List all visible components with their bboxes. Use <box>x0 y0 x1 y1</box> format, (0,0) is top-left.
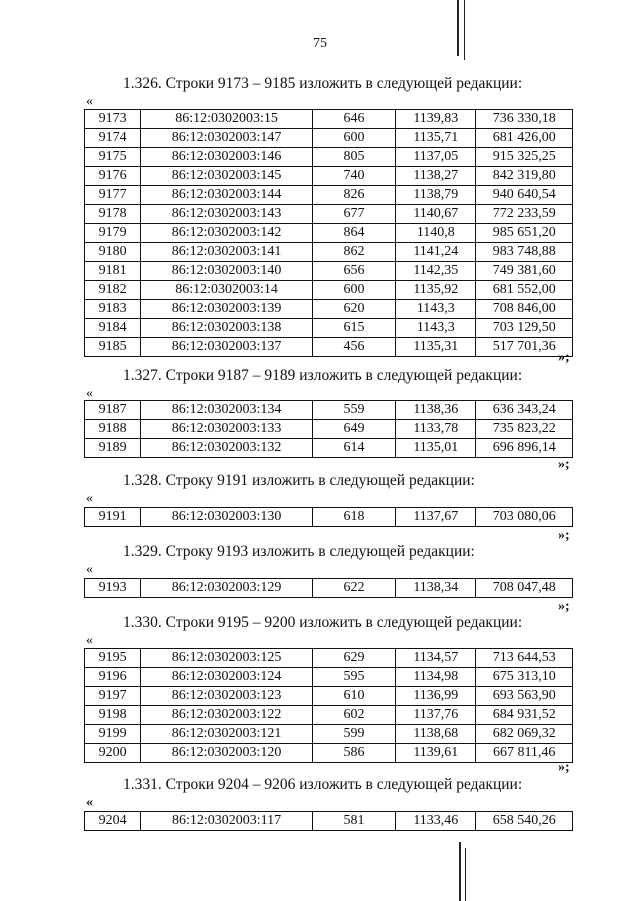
cell-area: 620 <box>312 300 395 319</box>
cell-value: 703 129,50 <box>476 319 573 338</box>
cell-row-number: 9181 <box>85 262 141 281</box>
cell-cadastral-number: 86:12:0302003:15 <box>141 110 312 129</box>
cell-rate: 1135,31 <box>396 338 476 357</box>
cell-row-number: 9189 <box>85 439 141 458</box>
cell-row-number: 9179 <box>85 224 141 243</box>
cell-area: 646 <box>312 110 395 129</box>
section-heading: 1.326. Строки 9173 – 9185 изложить в следующей редакции: <box>123 75 523 92</box>
cell-rate: 1138,36 <box>396 401 476 420</box>
cell-rate: 1134,98 <box>396 668 476 687</box>
cell-cadastral-number: 86:12:0302003:139 <box>141 300 312 319</box>
cell-area: 559 <box>312 401 395 420</box>
cell-value: 703 080,06 <box>476 508 573 527</box>
cell-rate: 1133,46 <box>396 812 476 831</box>
cell-cadastral-number: 86:12:0302003:145 <box>141 167 312 186</box>
cell-row-number: 9175 <box>85 148 141 167</box>
scan-line-bottom-2 <box>465 848 466 901</box>
cell-area: 602 <box>312 706 395 725</box>
cell-cadastral-number: 86:12:0302003:146 <box>141 148 312 167</box>
cell-area: 586 <box>312 744 395 763</box>
cell-area: 614 <box>312 439 395 458</box>
cell-cadastral-number: 86:12:0302003:117 <box>141 812 312 831</box>
cell-value: 842 319,80 <box>476 167 573 186</box>
cell-area: 600 <box>312 281 395 300</box>
open-quote: « <box>86 386 93 401</box>
cell-row-number: 9196 <box>85 668 141 687</box>
cell-value: 772 233,59 <box>476 205 573 224</box>
cell-cadastral-number: 86:12:0302003:134 <box>141 401 312 420</box>
table-row <box>85 508 573 527</box>
cell-cadastral-number: 86:12:0302003:130 <box>141 508 312 527</box>
table-row <box>85 148 573 167</box>
cell-area: 618 <box>312 508 395 527</box>
cell-value: 985 651,20 <box>476 224 573 243</box>
cell-area: 610 <box>312 687 395 706</box>
cell-row-number: 9173 <box>85 110 141 129</box>
close-quote: »; <box>558 760 570 775</box>
cell-cadastral-number: 86:12:0302003:137 <box>141 338 312 357</box>
cell-cadastral-number: 86:12:0302003:133 <box>141 420 312 439</box>
cell-cadastral-number: 86:12:0302003:121 <box>141 725 312 744</box>
table-row <box>85 338 573 357</box>
cell-value: 681 552,00 <box>476 281 573 300</box>
table-row <box>85 129 573 148</box>
cell-rate: 1140,67 <box>396 205 476 224</box>
cell-row-number: 9199 <box>85 725 141 744</box>
open-quote: « <box>86 491 93 506</box>
cell-row-number: 9178 <box>85 205 141 224</box>
cell-value: 675 313,10 <box>476 668 573 687</box>
cell-rate: 1138,68 <box>396 725 476 744</box>
cell-area: 629 <box>312 649 395 668</box>
cell-rate: 1138,34 <box>396 579 476 598</box>
cell-rate: 1142,35 <box>396 262 476 281</box>
cell-value: 667 811,46 <box>476 744 573 763</box>
cell-value: 681 426,00 <box>476 129 573 148</box>
cell-row-number: 9183 <box>85 300 141 319</box>
page-number: 75 <box>313 36 327 51</box>
cell-row-number: 9195 <box>85 649 141 668</box>
table-row <box>85 167 573 186</box>
cell-rate: 1134,57 <box>396 649 476 668</box>
close-quote: »; <box>558 599 570 614</box>
open-quote: « <box>86 795 93 810</box>
cell-area: 600 <box>312 129 395 148</box>
cell-rate: 1136,99 <box>396 687 476 706</box>
table-row <box>85 110 573 129</box>
open-quote: « <box>86 94 93 109</box>
cell-area: 649 <box>312 420 395 439</box>
cell-rate: 1143,3 <box>396 300 476 319</box>
cell-cadastral-number: 86:12:0302003:123 <box>141 687 312 706</box>
cell-rate: 1133,78 <box>396 420 476 439</box>
cell-value: 749 381,60 <box>476 262 573 281</box>
cell-value: 735 823,22 <box>476 420 573 439</box>
cell-value: 940 640,54 <box>476 186 573 205</box>
cell-row-number: 9177 <box>85 186 141 205</box>
cell-area: 740 <box>312 167 395 186</box>
cell-cadastral-number: 86:12:0302003:14 <box>141 281 312 300</box>
cell-value: 713 644,53 <box>476 649 573 668</box>
cell-value: 736 330,18 <box>476 110 573 129</box>
cell-rate: 1140,8 <box>396 224 476 243</box>
cell-cadastral-number: 86:12:0302003:144 <box>141 186 312 205</box>
cell-row-number: 9193 <box>85 579 141 598</box>
cell-row-number: 9197 <box>85 687 141 706</box>
cell-area: 615 <box>312 319 395 338</box>
cell-row-number: 9182 <box>85 281 141 300</box>
cell-rate: 1135,01 <box>396 439 476 458</box>
cell-row-number: 9185 <box>85 338 141 357</box>
cell-value: 684 931,52 <box>476 706 573 725</box>
table-row <box>85 224 573 243</box>
open-quote: « <box>86 633 93 648</box>
open-quote: « <box>86 562 93 577</box>
cell-cadastral-number: 86:12:0302003:138 <box>141 319 312 338</box>
table-row <box>85 649 573 668</box>
data-table <box>84 400 573 458</box>
cell-area: 456 <box>312 338 395 357</box>
section-heading: 1.329. Строку 9193 изложить в следующей редакции: <box>123 543 475 560</box>
table-row <box>85 205 573 224</box>
table-row <box>85 420 573 439</box>
section-heading: 1.330. Строки 9195 – 9200 изложить в следующей редакции: <box>123 614 523 631</box>
cell-rate: 1138,79 <box>396 186 476 205</box>
cell-rate: 1135,71 <box>396 129 476 148</box>
close-quote: »; <box>558 350 570 365</box>
table-row <box>85 319 573 338</box>
cell-row-number: 9176 <box>85 167 141 186</box>
cell-rate: 1139,83 <box>396 110 476 129</box>
close-quote: »; <box>558 457 570 472</box>
cell-row-number: 9200 <box>85 744 141 763</box>
cell-row-number: 9191 <box>85 508 141 527</box>
cell-area: 805 <box>312 148 395 167</box>
cell-value: 915 325,25 <box>476 148 573 167</box>
table-row <box>85 706 573 725</box>
cell-value: 696 896,14 <box>476 439 573 458</box>
cell-value: 636 343,24 <box>476 401 573 420</box>
table-row <box>85 401 573 420</box>
cell-value: 517 701,36 <box>476 338 573 357</box>
table-row <box>85 668 573 687</box>
data-table <box>84 648 573 763</box>
close-quote: »; <box>558 528 570 543</box>
cell-rate: 1137,76 <box>396 706 476 725</box>
cell-area: 864 <box>312 224 395 243</box>
table-row <box>85 725 573 744</box>
cell-cadastral-number: 86:12:0302003:141 <box>141 243 312 262</box>
cell-cadastral-number: 86:12:0302003:132 <box>141 439 312 458</box>
cell-value: 708 846,00 <box>476 300 573 319</box>
table-row <box>85 300 573 319</box>
cell-value: 983 748,88 <box>476 243 573 262</box>
cell-value: 708 047,48 <box>476 579 573 598</box>
scan-line-top <box>457 0 459 56</box>
cell-rate: 1135,92 <box>396 281 476 300</box>
cell-cadastral-number: 86:12:0302003:122 <box>141 706 312 725</box>
data-table <box>84 811 573 831</box>
cell-rate: 1143,3 <box>396 319 476 338</box>
cell-rate: 1137,05 <box>396 148 476 167</box>
cell-row-number: 9187 <box>85 401 141 420</box>
cell-rate: 1138,27 <box>396 167 476 186</box>
cell-rate: 1139,61 <box>396 744 476 763</box>
cell-row-number: 9184 <box>85 319 141 338</box>
cell-cadastral-number: 86:12:0302003:142 <box>141 224 312 243</box>
data-table <box>84 578 573 598</box>
table-row <box>85 281 573 300</box>
table-row <box>85 439 573 458</box>
cell-value: 693 563,90 <box>476 687 573 706</box>
cell-row-number: 9188 <box>85 420 141 439</box>
table-row <box>85 243 573 262</box>
cell-area: 656 <box>312 262 395 281</box>
cell-area: 862 <box>312 243 395 262</box>
cell-area: 581 <box>312 812 395 831</box>
table-row <box>85 186 573 205</box>
cell-cadastral-number: 86:12:0302003:143 <box>141 205 312 224</box>
cell-cadastral-number: 86:12:0302003:129 <box>141 579 312 598</box>
cell-cadastral-number: 86:12:0302003:120 <box>141 744 312 763</box>
cell-row-number: 9204 <box>85 812 141 831</box>
cell-cadastral-number: 86:12:0302003:125 <box>141 649 312 668</box>
cell-area: 677 <box>312 205 395 224</box>
cell-area: 622 <box>312 579 395 598</box>
cell-row-number: 9174 <box>85 129 141 148</box>
cell-cadastral-number: 86:12:0302003:140 <box>141 262 312 281</box>
table-row <box>85 579 573 598</box>
table-row <box>85 812 573 831</box>
scan-line-top-2 <box>464 0 465 60</box>
cell-rate: 1137,67 <box>396 508 476 527</box>
cell-value: 682 069,32 <box>476 725 573 744</box>
cell-cadastral-number: 86:12:0302003:124 <box>141 668 312 687</box>
cell-cadastral-number: 86:12:0302003:147 <box>141 129 312 148</box>
cell-value: 658 540,26 <box>476 812 573 831</box>
data-table <box>84 507 573 527</box>
cell-row-number: 9198 <box>85 706 141 725</box>
cell-row-number: 9180 <box>85 243 141 262</box>
section-heading: 1.328. Строку 9191 изложить в следующей редакции: <box>123 472 475 489</box>
cell-rate: 1141,24 <box>396 243 476 262</box>
scan-line-bottom <box>459 842 461 901</box>
cell-area: 599 <box>312 725 395 744</box>
cell-area: 826 <box>312 186 395 205</box>
section-heading: 1.327. Строки 9187 – 9189 изложить в следующей редакции: <box>123 367 523 384</box>
table-row <box>85 687 573 706</box>
data-table <box>84 109 573 357</box>
table-row <box>85 262 573 281</box>
table-row <box>85 744 573 763</box>
cell-area: 595 <box>312 668 395 687</box>
section-heading: 1.331. Строки 9204 – 9206 изложить в следующей редакции: <box>123 776 523 793</box>
